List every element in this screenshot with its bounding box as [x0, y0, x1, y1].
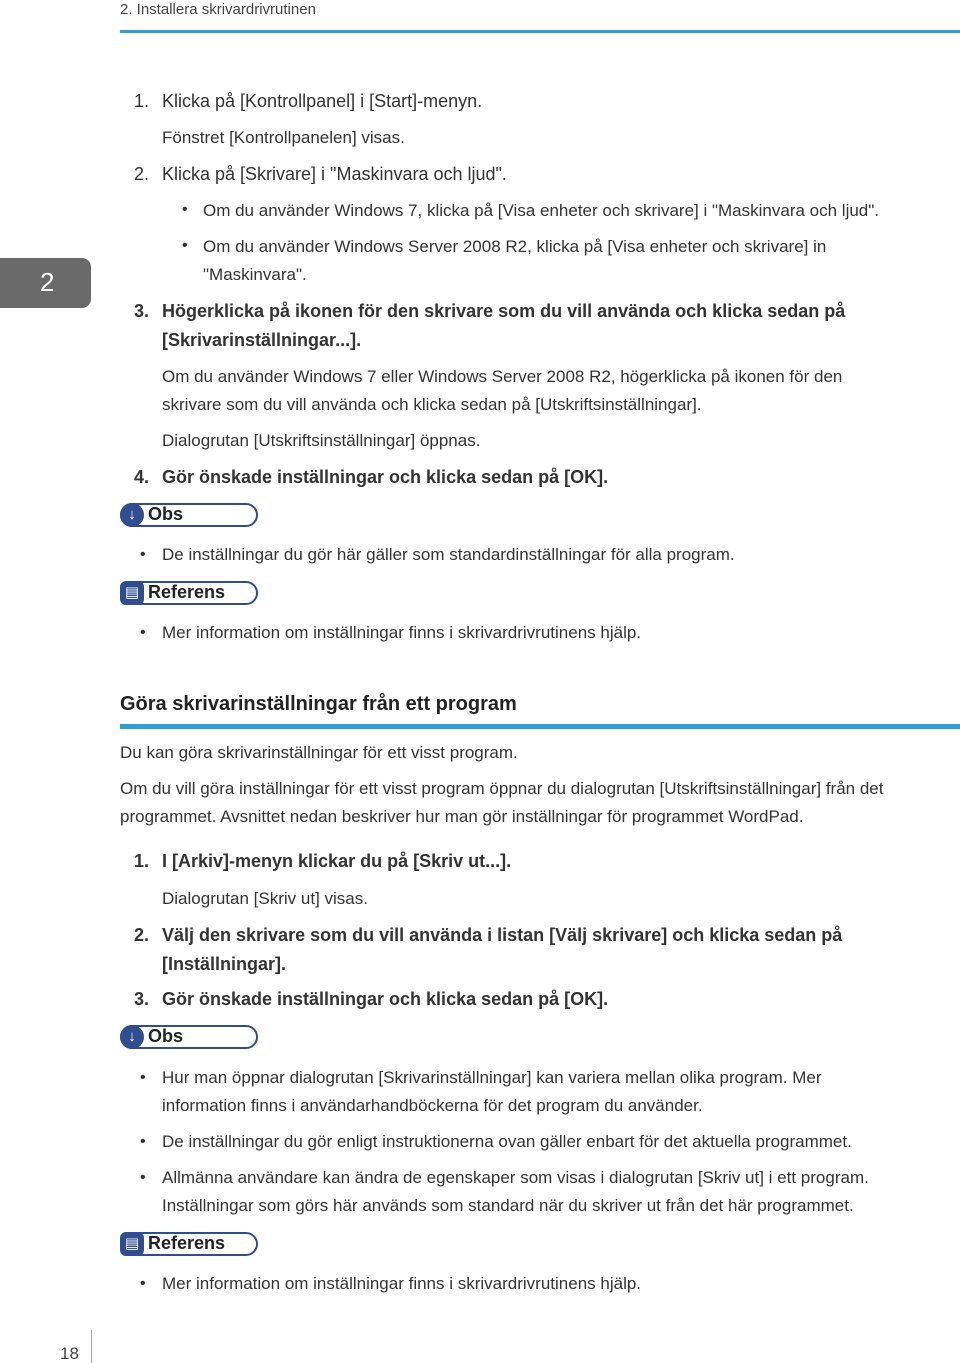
bullet-dot: • — [182, 237, 188, 254]
down-arrow-icon: ↓ — [120, 1025, 144, 1049]
section-rule — [120, 724, 960, 729]
step-number: 3. — [134, 301, 150, 321]
step-text: Gör önskade inställningar och klicka sedan på [OK]. — [162, 467, 609, 487]
step-text: Gör önskade inställningar och klicka sedan på [OK]. — [162, 989, 609, 1009]
chapter-number: 2 — [40, 267, 55, 297]
step-result: Fönstret [Kontrollpanelen] visas. — [162, 128, 405, 147]
referens-label: Referens — [148, 1233, 226, 1253]
obs-label: Obs — [148, 1026, 184, 1046]
step-result: Dialogrutan [Utskriftsinställningar] öppnas. — [162, 431, 481, 450]
step-number: 1. — [134, 851, 150, 871]
obs-label: Obs — [148, 504, 184, 524]
running-header: 2. Installera skrivardrivrutinen — [120, 1, 316, 18]
step-number: 2. — [134, 925, 150, 945]
step-text-continuation: [Skrivarinställningar...]. — [162, 330, 362, 350]
down-arrow-icon: ↓ — [120, 503, 144, 527]
header-rule — [120, 30, 960, 33]
list-item-continuation: Inställningar som görs här används som standard när du skriver ut från det här programmet. — [162, 1196, 854, 1215]
list-item: Mer information om inställningar finns i skrivardrivrutinens hjälp. — [162, 1274, 642, 1293]
step-text: Högerklicka på ikonen för den skrivare som du vill använda och klicka sedan på — [162, 301, 846, 321]
list-item-continuation: "Maskinvara". — [203, 265, 307, 284]
page-number: 18 — [60, 1344, 79, 1363]
bullet-dot: • — [182, 201, 188, 218]
footer-rule — [91, 1330, 92, 1363]
step-text: Klicka på [Kontrollpanel] i [Start]-menyn. — [162, 91, 483, 111]
intro-paragraph: Du kan göra skrivarinställningar för ett visst program. — [120, 743, 518, 762]
bullet-dot: • — [140, 1133, 146, 1150]
list-item: Om du använder Windows Server 2008 R2, klicka på [Visa enheter och skrivare] in — [203, 237, 827, 256]
bullet-dot: • — [140, 1169, 146, 1186]
list-item: Allmänna användare kan ändra de egenskaper som visas i dialogrutan [Skriv ut] i ett program. — [162, 1168, 869, 1187]
bullet-dot: • — [140, 624, 146, 641]
step-text-continuation: [Inställningar]. — [162, 954, 287, 974]
book-icon: ▤ — [120, 1232, 144, 1256]
step-number: 4. — [134, 467, 150, 487]
step-number: 3. — [134, 989, 150, 1009]
book-icon: ▤ — [120, 581, 144, 605]
list-item: Om du använder Windows 7, klicka på [Visa enheter och skrivare] i "Maskinvara och ljud". — [203, 201, 880, 220]
step-result: Dialogrutan [Skriv ut] visas. — [162, 889, 368, 908]
step-number: 1. — [134, 91, 150, 111]
intro-paragraph-continuation: programmet. Avsnittet nedan beskriver hur man gör inställningar för programmet WordPad. — [120, 807, 804, 826]
list-item: Mer information om inställningar finns i skrivardrivrutinens hjälp. — [162, 623, 642, 642]
step-text: Välj den skrivare som du vill använda i listan [Välj skrivare] och klicka sedan på — [162, 925, 843, 945]
step-note: Om du använder Windows 7 eller Windows Server 2008 R2, högerklicka på ikonen för den — [162, 367, 843, 386]
list-item: De inställningar du gör enligt instruktionerna ovan gäller enbart för det aktuella programmet. — [162, 1132, 852, 1151]
bullet-dot: • — [140, 1069, 146, 1086]
step-note-continuation: skrivare som du vill använda och klicka sedan på [Utskriftsinställningar]. — [162, 395, 702, 414]
intro-paragraph: Om du vill göra inställningar för ett visst program öppnar du dialogrutan [Utskriftsinställningar] från det — [120, 779, 884, 798]
bullet-dot: • — [140, 546, 146, 563]
list-item-continuation: information finns i användarhandböckerna för det program du använder. — [162, 1096, 703, 1115]
step-number: 2. — [134, 164, 150, 184]
step-text: I [Arkiv]-menyn klickar du på [Skriv ut...]. — [162, 851, 512, 871]
list-item: Hur man öppnar dialogrutan [Skrivarinställningar] kan variera mellan olika program. Mer — [162, 1068, 822, 1087]
referens-label: Referens — [148, 582, 226, 602]
section-title: Göra skrivarinställningar från ett program — [120, 693, 517, 715]
list-item: De inställningar du gör här gäller som standardinställningar för alla program. — [162, 545, 735, 564]
step-text: Klicka på [Skrivare] i "Maskinvara och ljud". — [162, 164, 507, 184]
bullet-dot: • — [140, 1275, 146, 1292]
